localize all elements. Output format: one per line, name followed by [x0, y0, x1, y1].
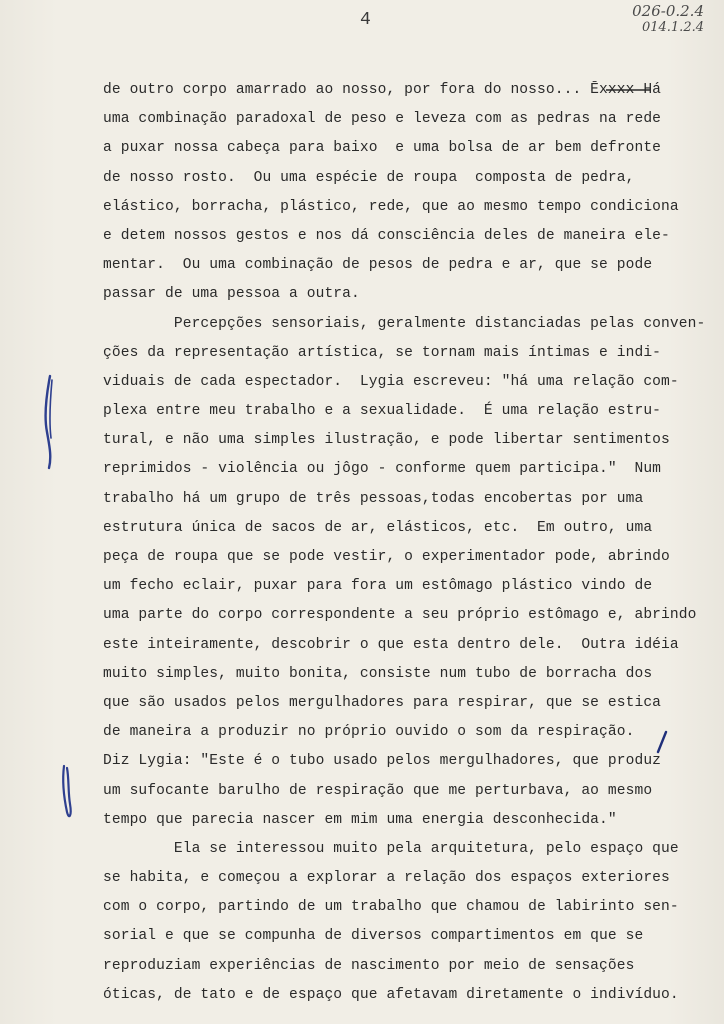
text-line: com o corpo, partindo de um trabalho que chamou de labirinto sen-	[103, 899, 679, 916]
margin-pen-mark-lower	[58, 762, 78, 824]
text-line: tural, e não uma simples ilustração, e pode libertar sentimentos	[103, 432, 670, 449]
archive-code-secondary: 014.1.2.4	[641, 20, 704, 35]
body-text	[103, 76, 706, 1010]
text-line: uma parte do corpo correspondente a seu próprio estômago e, abrindo	[103, 607, 697, 624]
text-line: Ela se interessou muito pela arquitetura, pelo espaço que	[103, 840, 679, 857]
text-line: um fecho eclair, puxar para fora um estômago plástico vindo de	[103, 578, 653, 595]
text-line: sorial e que se compunha de diversos compartimentos em que se	[103, 928, 644, 945]
text-line: uma combinação paradoxal de peso e leveza com as pedras na rede	[103, 111, 662, 128]
text-line: óticas, de tato e de espaço que afetavam diretamente o indivíduo.	[103, 986, 679, 1003]
text-line: muito simples, muito bonita, consiste num tubo de borracha dos	[103, 665, 653, 682]
text-line: reproduziam experiências de nascimento por meio de sensações	[103, 957, 635, 974]
text-line: plexa entre meu trabalho e a sexualidade. É uma relação estru-	[103, 403, 662, 420]
text-line: um sufocante barulho de respiração que me perturbava, ao mesmo	[103, 782, 653, 799]
text-line: de maneira a produzir no próprio ouvido o som da respiração.	[103, 724, 635, 741]
text-line: ções da representação artística, se tornam mais íntimas e indi-	[103, 344, 662, 361]
text-line: estrutura única de sacos de ar, elásticos, etc. Em outro, uma	[103, 519, 653, 536]
text-line: elástico, borracha, plástico, rede, que ao mesmo tempo condiciona	[103, 198, 679, 215]
text-line: reprimidos - violência ou jôgo - conforme quem participa." Num	[103, 461, 662, 478]
text-line: a puxar nossa cabeça para baixo e uma bolsa de ar bem defronte	[103, 140, 662, 157]
text-line: e detem nossos gestos e nos dá consciência deles de maneira ele-	[103, 227, 670, 244]
text-line: este inteiramente, descobrir o que esta dentro dele. Outra idéia	[103, 636, 679, 653]
text-line: Diz Lygia: "Este é o tubo usado pelos mergulhadores, que produz	[103, 753, 662, 770]
text-line: trabalho há um grupo de três pessoas,todas encobertas por uma	[103, 490, 644, 507]
text-line: viduais de cada espectador. Lygia escreveu: "há uma relação com-	[103, 373, 679, 390]
text-line: que são usados pelos mergulhadores para respirar, que se estica	[103, 694, 662, 711]
text-line: Percepções sensoriais, geralmente distanciadas pelas conven-	[103, 315, 706, 332]
text-line: de outro corpo amarrado ao nosso, por fora do nosso... Ēxxxx Há	[103, 82, 662, 98]
text-line: passar de uma pessoa a outra.	[103, 286, 360, 303]
archive-code-primary: 026-0.2.4	[632, 2, 704, 20]
text-line: tempo que parecia nascer em mim uma energia desconhecida."	[103, 811, 617, 828]
text-line: mentar. Ou uma combinação de pesos de pedra e ar, que se pode	[103, 257, 653, 274]
text-line: peça de roupa que se pode vestir, o experimentador pode, abrindo	[103, 549, 670, 565]
text-line: se habita, e começou a explorar a relação dos espaços exteriores	[103, 870, 670, 887]
page-number: 4	[360, 10, 371, 30]
text-line: de nosso rosto. Ou uma espécie de roupa composta de pedra,	[103, 169, 635, 186]
margin-pen-mark-upper	[38, 372, 62, 472]
